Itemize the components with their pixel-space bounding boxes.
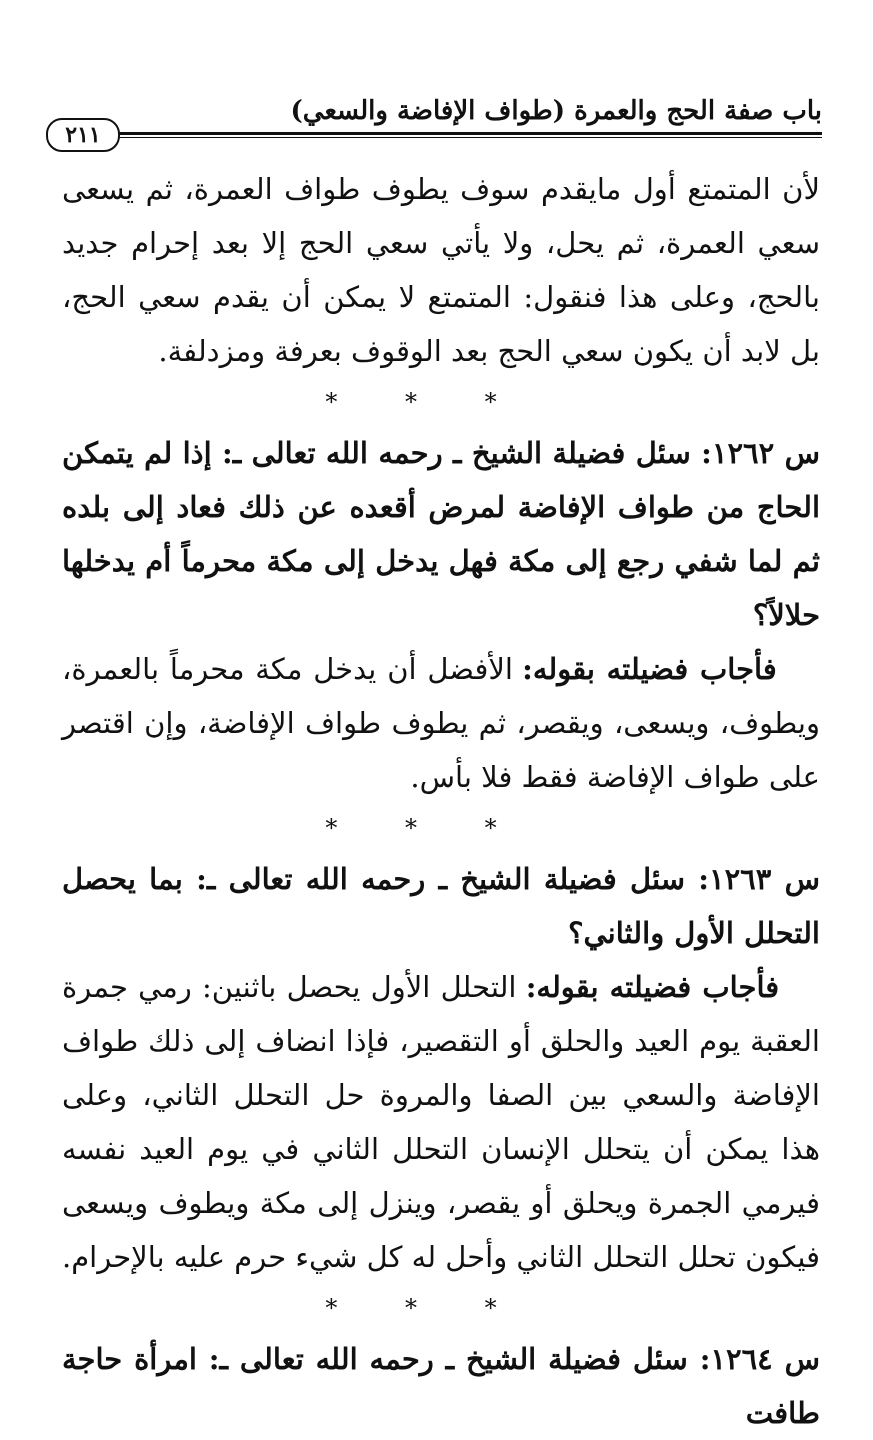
chapter-title: باب صفة الحج والعمرة (طواف الإفاضة والسعي) bbox=[290, 96, 822, 126]
answer-text: الأفضل أن يدخل مكة محرماً بالعمرة، ويطوف، ويسعى، ويقصر، ثم يطوف طواف الإفاضة، وإن اقتصر على طواف الإفاضة فقط فلا بأس. bbox=[62, 652, 820, 794]
paragraph-continuation: لأن المتمتع أول مايقدم سوف يطوف طواف العمرة، ثم يسعى سعي العمرة، ثم يحل، ولا يأتي سعي الحج إلا بعد إحرام جديد بالحج، وعلى هذا فنقول: المتمتع لا يمكن أن يقدم سعي الحج، بل لابد أن يكون سعي الحج بعد الوقوف بعرفة ومزدلفة. bbox=[62, 172, 821, 368]
question-1262: س ١٢٦٢: سئل فضيلة الشيخ ـ رحمه الله تعالى ـ: إذا لم يتمكن الحاج من طواف الإفاضة لمرض أقعده عن ذلك فعاد إلى بلده ثم لما شفي رجع إلى مكة فهل يدخل إلى مكة محرماً أم يدخلها حلالاً؟ bbox=[62, 436, 820, 632]
question-1263: س ١٢٦٣: سئل فضيلة الشيخ ـ رحمه الله تعالى ـ: بما يحصل التحلل الأول والثاني؟ bbox=[62, 862, 820, 950]
separator-stars: * * * bbox=[325, 1294, 527, 1322]
answer-1262 bbox=[62, 642, 820, 804]
header-rule bbox=[112, 132, 822, 135]
header-rule-thin bbox=[112, 137, 822, 138]
separator-stars: * * * bbox=[325, 814, 527, 842]
answer-lead: فأجاب فضيلته بقوله: bbox=[525, 970, 780, 1004]
answer-text: التحلل الأول يحصل باثنين: رمي جمرة العقبة يوم العيد والحلق أو التقصير، فإذا انضاف إلى ذلك طواف الإفاضة والسعي بين الصفا والمروة حل التحلل الثاني، وعلى هذا يمكن أن يتحلل الإنسان التحلل الثاني في يوم العيد نفسه فيرمي الجمرة ويحلق أو يقصر، وينزل إلى مكة ويطوف ويسعى فيكون تحلل التحلل الثاني وأحل له كل شيء حرم عليه بالإحرام. bbox=[62, 970, 820, 1274]
answer-1263 bbox=[62, 960, 820, 1284]
separator-stars: * * * bbox=[325, 388, 527, 416]
page-body bbox=[62, 162, 820, 1440]
page-number: ٢١١ bbox=[46, 118, 120, 152]
answer-lead: فأجاب فضيلته بقوله: bbox=[522, 652, 777, 686]
question-1264: س ١٢٦٤: سئل فضيلة الشيخ ـ رحمه الله تعالى ـ: امرأة حاجة طافت bbox=[62, 1342, 820, 1430]
page-header bbox=[46, 92, 822, 150]
